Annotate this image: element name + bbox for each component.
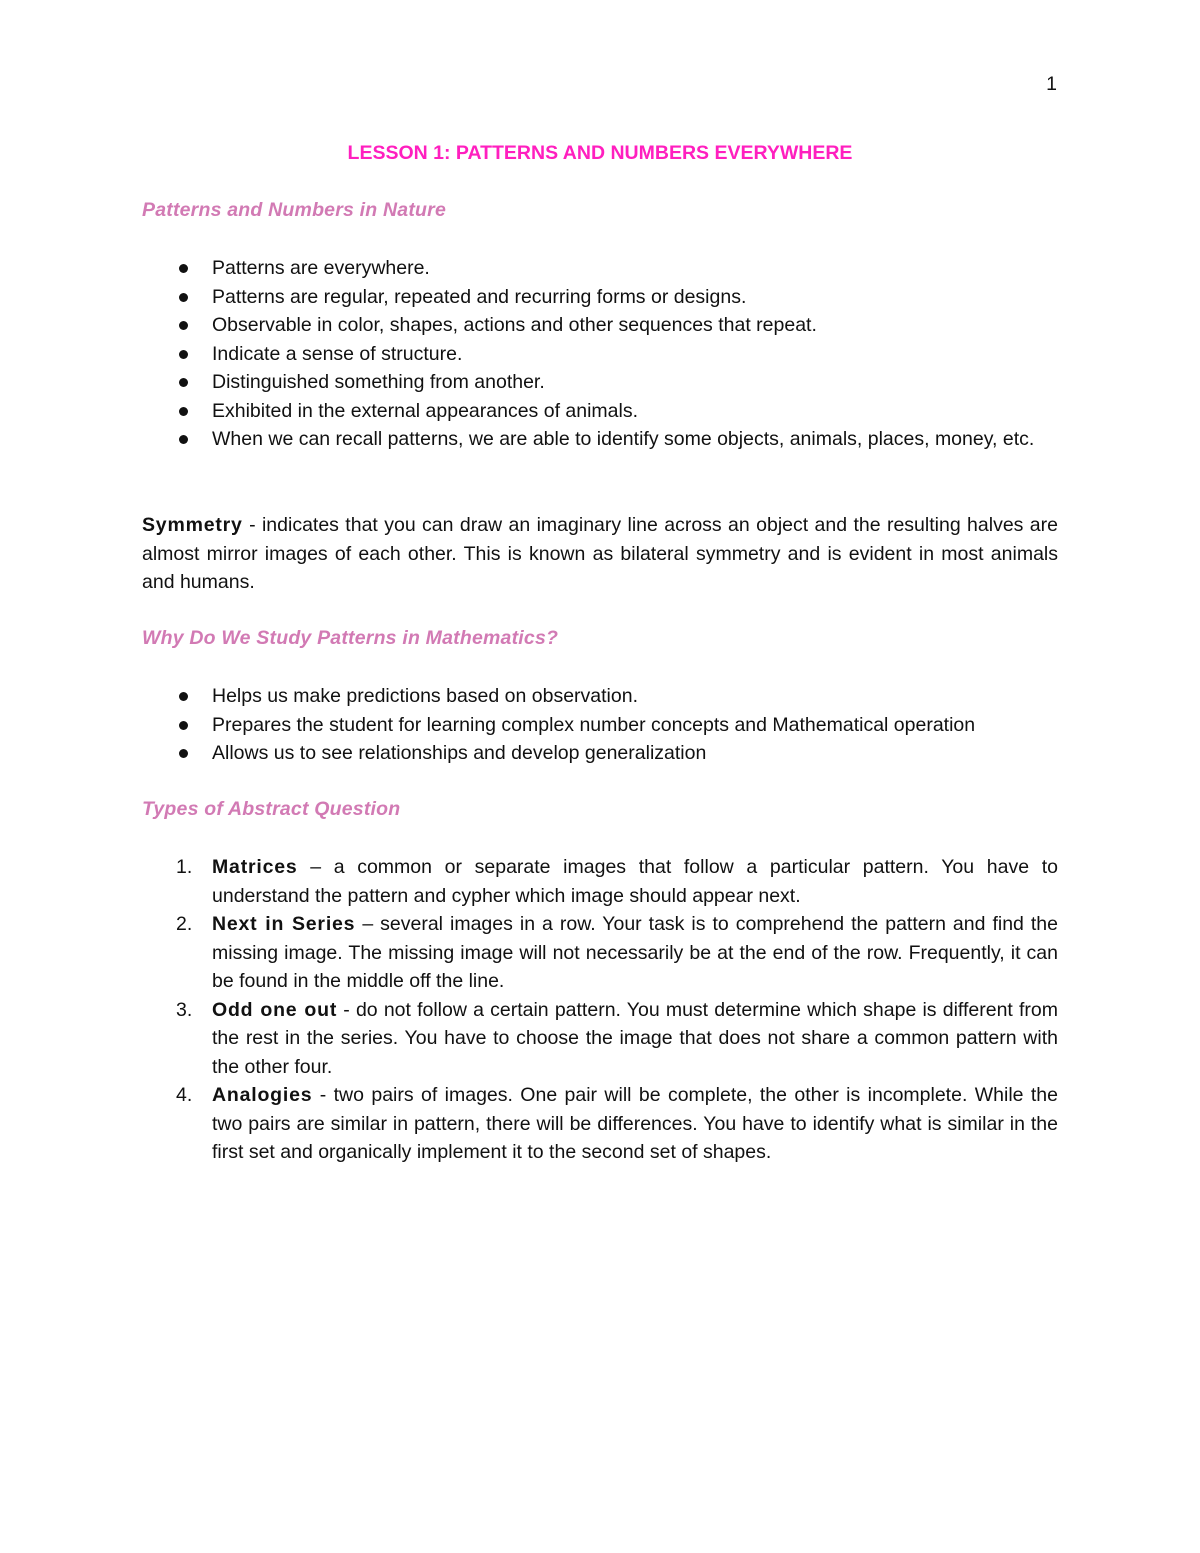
symmetry-term: Symmetry <box>142 514 243 536</box>
list-item <box>142 682 1058 711</box>
lesson-title: LESSON 1: PATTERNS AND NUMBERS EVERYWHERE <box>347 142 853 164</box>
list-item <box>142 254 1058 283</box>
heading-types-of-abstract-question: Types of Abstract Question <box>142 798 401 820</box>
list-item <box>142 711 1058 740</box>
nature-bullet-list <box>142 254 1058 454</box>
item-term: Next in Series <box>212 913 356 935</box>
bullet-text: Observable in color, shapes, actions and other sequences that repeat. <box>212 314 817 336</box>
list-item <box>142 340 1058 369</box>
list-item <box>142 910 1058 996</box>
bullet-text: Indicate a sense of structure. <box>212 342 463 365</box>
bullet-icon <box>179 321 188 330</box>
item-text: - two pairs of images. One pair will be complete, the other is incomplete. While the two pairs are similar in pattern, there will be differences. You have to identify what is similar in the first set and organically implement it to the second set of shapes. <box>212 1084 1058 1163</box>
symmetry-definition: - indicates that you can draw an imaginary line across an object and the resulting halves are almost mirror images of each other. This is known as bilateral symmetry and is evident in most animals and humans. <box>142 514 1058 593</box>
list-item <box>142 425 1058 454</box>
item-number: 3. <box>176 998 193 1021</box>
bullet-text: When we can recall patterns, we are able to identify some objects, animals, places, money, etc. <box>212 428 1035 450</box>
heading-why-study-patterns: Why Do We Study Patterns in Mathematics? <box>142 627 559 649</box>
item-number: 2. <box>176 913 193 935</box>
list-item <box>142 1081 1058 1167</box>
symmetry-paragraph <box>142 511 1058 597</box>
bullet-text: Patterns are regular, repeated and recurring forms or designs. <box>212 285 747 308</box>
heading-patterns-in-nature: Patterns and Numbers in Nature <box>142 199 446 221</box>
bullet-icon <box>179 293 188 302</box>
bullet-text: Distinguished something from another. <box>212 371 545 393</box>
bullet-icon <box>179 264 188 273</box>
bullet-icon <box>179 749 188 758</box>
bullet-icon <box>179 407 188 416</box>
bullet-icon <box>179 692 188 701</box>
item-term: Matrices <box>212 856 298 878</box>
list-item <box>142 283 1058 312</box>
list-item <box>142 397 1058 426</box>
list-item <box>142 853 1058 910</box>
bullet-text: Helps us make predictions based on observation. <box>212 685 638 707</box>
types-numbered-list <box>142 853 1058 1167</box>
list-item <box>142 368 1058 397</box>
bullet-icon <box>179 378 188 387</box>
bullet-icon <box>179 721 188 730</box>
bullet-text: Allows us to see relationships and develop generalization <box>212 742 707 764</box>
bullet-text: Prepares the student for learning complex number concepts and Mathematical operation <box>212 713 976 736</box>
bullet-text: Exhibited in the external appearances of animals. <box>212 399 639 422</box>
item-text: – several images in a row. Your task is to comprehend the pattern and find the missing image. The missing image will not necessarily be at the end of the row. Frequently, it can be found in the middle off the line. <box>212 913 1058 992</box>
bullet-icon <box>179 435 188 444</box>
item-number: 4. <box>176 1084 193 1106</box>
list-item <box>142 311 1058 340</box>
item-text: – a common or separate images that follow a particular pattern. You have to understand the pattern and cypher which image should appear next. <box>212 856 1058 907</box>
item-term: Analogies <box>212 1084 313 1106</box>
why-study-bullet-list <box>142 682 1058 768</box>
item-term: Odd one out <box>212 998 338 1021</box>
list-item <box>142 996 1058 1082</box>
item-number: 1. <box>176 856 193 878</box>
bullet-text: Patterns are everywhere. <box>212 257 430 279</box>
bullet-icon <box>179 350 188 359</box>
page-number: 1 <box>1046 73 1057 95</box>
item-text: - do not follow a certain pattern. You must determine which shape is different from the rest in the series. You have to choose the image that does not share a common pattern with the other four. <box>212 998 1058 1078</box>
list-item <box>142 739 1058 768</box>
